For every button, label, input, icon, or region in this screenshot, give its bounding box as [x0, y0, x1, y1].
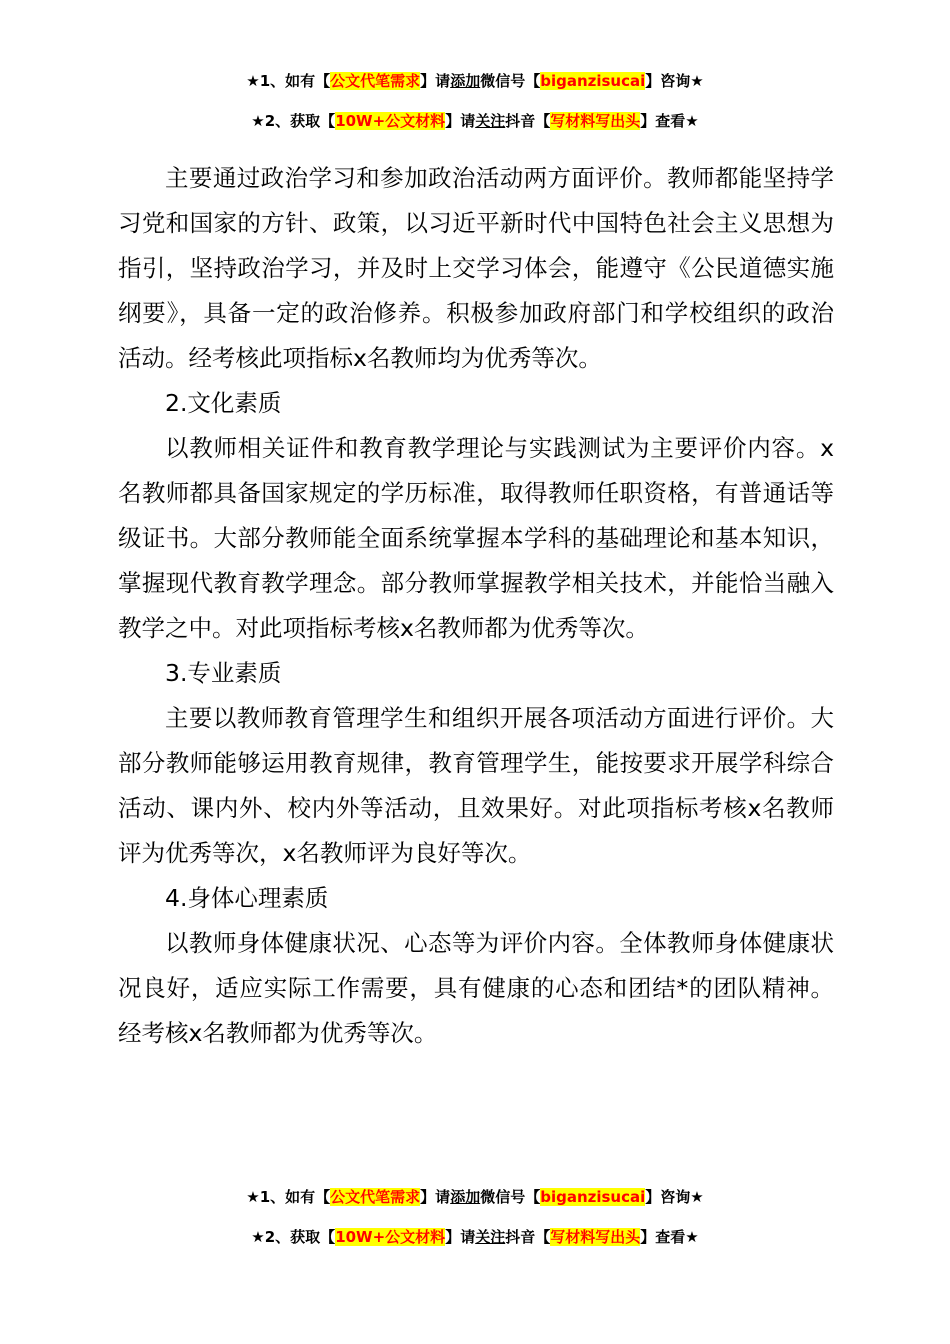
bottom-banner-line-1: [0, 1186, 950, 1208]
banner-text: 】咨询★: [645, 1188, 704, 1206]
banner-text: 微信号【: [480, 1188, 541, 1206]
paragraph: 以教师相关证件和教育教学理论与实践测试为主要评价内容。x名教师都具备国家规定的学历标准，取得教师任职资格，有普通话等级证书。大部分教师能全面系统掌握本学科的基础理论和基本知识，掌握现代教育教学理念。部分教师掌握教学相关技术，并能恰当融入教学之中。对此项指标考核x名教师都为优秀等次。: [118, 434, 834, 642]
banner-underlined: 添加: [450, 72, 481, 90]
paragraph: 以教师身体健康状况、心态等为评价内容。全体教师身体健康状况良好，适应实际工作需要，具有健康的心态和团结*的团队精神。经考核x名教师都为优秀等次。: [118, 929, 834, 1047]
banner-text: 微信号【: [480, 72, 541, 90]
banner-text: 】查看★: [640, 1228, 699, 1246]
banner-underlined: 关注: [475, 1228, 506, 1246]
banner-text: ★1、如有【: [246, 1188, 331, 1206]
section-heading: 3.专业素质: [165, 659, 282, 687]
banner-text: 抖音【: [505, 112, 551, 130]
banner-highlight: 写材料写出头: [550, 112, 641, 130]
banner-text: ★1、如有【: [246, 72, 331, 90]
banner-text: ★2、获取【: [251, 1228, 336, 1246]
banner-underlined: 添加: [450, 1188, 481, 1206]
banner-text: ★2、获取【: [251, 112, 336, 130]
section-heading: 4.身体心理素质: [165, 884, 329, 912]
section-heading: 2.文化素质: [165, 389, 282, 417]
banner-text: 】请: [445, 112, 476, 130]
banner-highlight: 公文代笔需求: [330, 1188, 421, 1206]
banner-highlight: 公文代笔需求: [330, 72, 421, 90]
top-banner-line-1: [0, 70, 950, 92]
bottom-banner-line-2: [0, 1226, 950, 1248]
document-body: [118, 156, 834, 1056]
banner-highlight: biganzisucai: [540, 1188, 646, 1206]
banner-underlined: 关注: [475, 112, 506, 130]
paragraph: 主要通过政治学习和参加政治活动两方面评价。教师都能坚持学习党和国家的方针、政策，以习近平新时代中国特色社会主义思想为指引，坚持政治学习，并及时上交学习体会，能遵守《公民道德实施纲要》，具备一定的政治修养。积极参加政府部门和学校组织的政治活动。经考核此项指标x名教师均为优秀等次。: [118, 164, 834, 372]
banner-text: 】请: [420, 1188, 451, 1206]
banner-text: 】咨询★: [645, 72, 704, 90]
banner-text: 】请: [420, 72, 451, 90]
paragraph: 主要以教师教育管理学生和组织开展各项活动方面进行评价。大部分教师能够运用教育规律，教育管理学生，能按要求开展学科综合活动、课内外、校内外等活动，且效果好。对此项指标考核x名教师评为优秀等次，x名教师评为良好等次。: [118, 704, 834, 867]
banner-text: 】请: [445, 1228, 476, 1246]
banner-text: 】查看★: [640, 112, 699, 130]
banner-highlight: 写材料写出头: [550, 1228, 641, 1246]
banner-highlight: 10W+公文材料: [335, 112, 446, 130]
banner-highlight: 10W+公文材料: [335, 1228, 446, 1246]
top-banner-line-2: [0, 110, 950, 132]
banner-highlight: biganzisucai: [540, 72, 646, 90]
banner-text: 抖音【: [505, 1228, 551, 1246]
